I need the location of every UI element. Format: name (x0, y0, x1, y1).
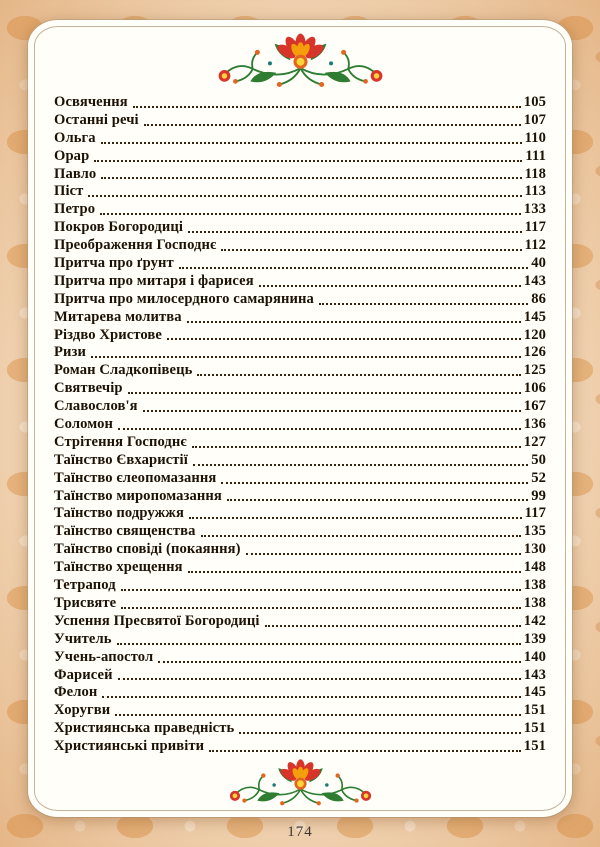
toc-entry-title: Фарисей (54, 666, 113, 683)
toc-entry-page: 120 (523, 326, 546, 343)
toc-entry-title: Таїнство сповіді (покаяння) (54, 541, 241, 558)
toc-dot-leader (91, 356, 521, 358)
toc-row (54, 327, 546, 345)
toc-dot-leader (189, 517, 522, 519)
book-page (28, 20, 572, 817)
toc-entry-title: Митарева молитва (54, 308, 182, 325)
toc-entry-page: 167 (523, 398, 546, 415)
toc-entry-title: Покров Богородиці (54, 219, 184, 236)
toc-entry-title: Петро (54, 201, 96, 218)
toc-entry-page: 127 (523, 433, 546, 450)
toc-entry-page: 139 (523, 630, 546, 647)
toc-dot-leader (246, 553, 521, 555)
toc-dot-leader (179, 267, 528, 269)
toc-row (54, 649, 546, 667)
toc-dot-leader (143, 410, 521, 412)
toc-entry-title: Таїнство єлеопомазання (54, 469, 217, 486)
toc-dot-leader (144, 124, 521, 126)
toc-entry-page: 110 (524, 129, 546, 146)
toc-entry-page: 140 (523, 648, 546, 665)
toc-entry-page: 117 (524, 505, 546, 522)
toc-row (54, 470, 546, 488)
page-content (54, 30, 546, 805)
toc-entry-title: Святвечір (54, 380, 123, 397)
toc-dot-leader (88, 195, 521, 197)
toc-entry-page: 105 (523, 94, 546, 110)
toc-entry-title: Таїнство священства (54, 523, 196, 540)
floral-ornament-graphic (198, 32, 403, 90)
toc-entry-page: 40 (531, 255, 546, 272)
toc-row (54, 166, 546, 184)
toc-dot-leader (209, 750, 521, 752)
toc-row (54, 416, 546, 434)
toc-dot-leader (118, 428, 521, 430)
toc-row (54, 291, 546, 309)
toc-row (54, 237, 546, 255)
toc-row (54, 452, 546, 470)
toc-entry-page: 86 (531, 290, 546, 307)
toc-row (54, 434, 546, 452)
toc-entry-title: Притча про ґрунт (54, 255, 174, 272)
toc-entry-title: Таїнство подружжя (54, 505, 184, 522)
toc-entry-title: Соломон (54, 416, 114, 433)
toc-entry-title: Роман Сладкопівець (54, 362, 193, 379)
toc-row (54, 183, 546, 201)
toc-dot-leader (265, 625, 521, 627)
toc-dot-leader (188, 571, 521, 573)
toc-dot-leader (118, 678, 521, 680)
toc-entry-page: 151 (523, 702, 546, 719)
toc-entry-page: 52 (531, 469, 546, 486)
toc-dot-leader (192, 446, 521, 448)
toc-entry-title: Християнська праведність (54, 720, 235, 737)
toc-row (54, 577, 546, 595)
toc-entry-title: Успення Пресвятої Богородиці (54, 612, 260, 629)
toc-row (54, 94, 546, 112)
toc-entry-title: Різдво Христове (54, 326, 162, 343)
toc-row (54, 720, 546, 738)
toc-row (54, 505, 546, 523)
toc-entry-page: 113 (524, 183, 546, 200)
toc-dot-leader (197, 374, 520, 376)
toc-entry-title: Освячення (54, 94, 128, 110)
toc-row (54, 488, 546, 506)
toc-entry-page: 138 (523, 577, 546, 594)
toc-entry-page: 135 (523, 523, 546, 540)
toc-row (54, 255, 546, 273)
toc-row (54, 738, 546, 756)
toc-entry-title: Хоругви (54, 702, 111, 719)
floral-ornament-graphic (213, 758, 388, 808)
toc-entry-title: Учитель (54, 630, 112, 647)
toc-entry-page: 145 (523, 308, 546, 325)
toc-entry-page: 136 (523, 416, 546, 433)
toc-dot-leader (259, 285, 521, 287)
toc-row (54, 309, 546, 327)
bottom-floral-ornament-icon (213, 758, 388, 808)
toc-entry-title: Фелон (54, 684, 98, 701)
toc-dot-leader (227, 499, 528, 501)
toc-row (54, 273, 546, 291)
toc-row (54, 595, 546, 613)
toc-row (54, 613, 546, 631)
toc-row (54, 201, 546, 219)
toc-entry-title: Тетрапод (54, 577, 116, 594)
toc-dot-leader (319, 303, 528, 305)
toc-entry-page: 143 (523, 666, 546, 683)
toc-entry-page: 106 (523, 380, 546, 397)
toc-entry-page: 117 (524, 219, 546, 236)
toc-entry-page: 112 (524, 237, 546, 254)
toc-entry-page: 107 (523, 111, 546, 128)
toc-entry-page: 50 (531, 451, 546, 468)
toc-row (54, 541, 546, 559)
toc-dot-leader (133, 106, 521, 108)
toc-row (54, 219, 546, 237)
toc-entry-page: 148 (523, 559, 546, 576)
toc-dot-leader (158, 661, 521, 663)
toc-entry-page: 143 (523, 272, 546, 289)
toc-entry-title: Піст (54, 183, 84, 200)
toc-dot-leader (167, 338, 521, 340)
toc-entry-page: 118 (524, 165, 546, 182)
toc-entry-title: Притча про милосердного самарянина (54, 290, 314, 307)
toc-dot-leader (117, 643, 521, 645)
toc-entry-page: 145 (523, 684, 546, 701)
toc-entry-title: Таїнство миропомазання (54, 487, 222, 504)
toc-entry-page: 130 (523, 541, 546, 558)
toc-dot-leader (239, 732, 520, 734)
toc-entry-page: 133 (523, 201, 546, 218)
toc-entry-title: Останні речі (54, 111, 139, 128)
toc-entry-title: Стрітення Господнє (54, 433, 187, 450)
top-floral-ornament-icon (198, 32, 403, 90)
toc-entry-page: 125 (523, 362, 546, 379)
toc-entry-page: 111 (525, 147, 546, 164)
toc-entry-title: Славослов'я (54, 398, 138, 415)
toc-dot-leader (201, 535, 521, 537)
toc-dot-leader (94, 160, 522, 162)
toc-row (54, 667, 546, 685)
toc-dot-leader (115, 714, 521, 716)
toc-entry-title: Павло (54, 165, 97, 182)
toc-entry-page: 142 (523, 612, 546, 629)
toc-dot-leader (101, 142, 522, 144)
toc-dot-leader (221, 482, 528, 484)
toc-entry-title: Християнські привіти (54, 738, 205, 755)
toc-row (54, 362, 546, 380)
toc-entry-title: Таїнство Євхаристії (54, 451, 188, 468)
toc-entry-title: Трисвяте (54, 594, 117, 611)
toc-dot-leader (221, 249, 521, 251)
toc-row (54, 344, 546, 362)
toc-entry-page: 126 (523, 344, 546, 361)
toc-entry-title: Притча про митаря і фарисея (54, 272, 254, 289)
toc-entry-page: 151 (523, 720, 546, 737)
toc-dot-leader (188, 231, 522, 233)
toc-entry-title: Ольга (54, 129, 96, 146)
toc-entry-page: 99 (531, 487, 546, 504)
toc-entry-title: Орар (54, 147, 90, 164)
toc-entry-page: 151 (523, 738, 546, 755)
toc-entry-title: Преображення Господнє (54, 237, 217, 254)
toc-dot-leader (128, 392, 521, 394)
toc-row (54, 523, 546, 541)
toc-dot-leader (193, 464, 528, 466)
toc-row (54, 684, 546, 702)
toc-dot-leader (102, 696, 520, 698)
toc-dot-leader (101, 177, 521, 179)
toc-row (54, 559, 546, 577)
toc-row (54, 631, 546, 649)
toc-list (54, 94, 546, 756)
page-number: 174 (287, 824, 313, 840)
toc-row (54, 398, 546, 416)
toc-entry-title: Ризи (54, 344, 86, 361)
toc-dot-leader (187, 321, 521, 323)
toc-dot-leader (121, 607, 521, 609)
toc-row (54, 702, 546, 720)
toc-row (54, 380, 546, 398)
toc-entry-title: Учень-апостол (54, 648, 154, 665)
toc-row (54, 112, 546, 130)
toc-entry-page: 138 (523, 594, 546, 611)
toc-entry-title: Таїнство хрещення (54, 559, 183, 576)
toc-row (54, 130, 546, 148)
toc-dot-leader (121, 589, 521, 591)
toc-dot-leader (100, 213, 521, 215)
toc-row (54, 148, 546, 166)
